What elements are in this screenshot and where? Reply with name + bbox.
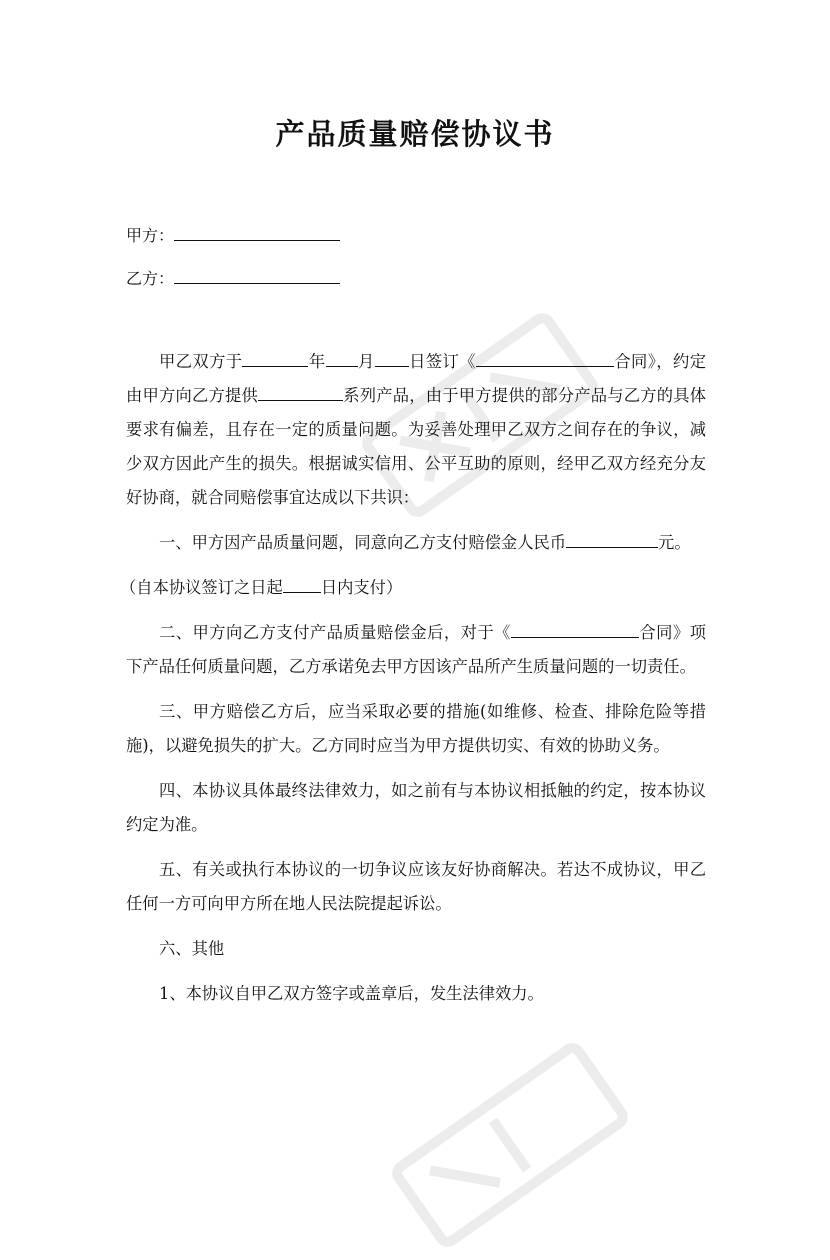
compensation-amount-blank[interactable] [566, 529, 658, 548]
party-a-row [126, 223, 340, 246]
clause-5: 五、有关或执行本协议的一切争议应该友好协商解决。若达不成协议，甲乙任何一方可向甲方所在地人民法院提起诉讼。 [126, 860, 706, 913]
party-b-row [126, 266, 340, 289]
agreement-body [120, 345, 706, 1022]
watermark-icon [360, 1030, 660, 1260]
product-series-blank[interactable] [258, 382, 343, 401]
clause-2: 二、甲方向乙方支付产品质量赔偿金后，对于《 合同》项下产品任何质量问题，乙方承诺免去甲方因该产品所产生质量问题的一切责任。 [126, 616, 706, 684]
month-blank[interactable] [326, 348, 358, 367]
document-title: 产品质量赔偿协议书 [275, 117, 555, 151]
year-blank[interactable] [242, 348, 308, 367]
payment-days-blank[interactable] [283, 574, 321, 593]
intro-paragraph: 甲乙双方于 年 月 日签订《 合同》，约定由甲方向乙方提供 系列产品，由于甲方提供的部分产品与乙方的具体要求有偏差，且存在一定的质量问题。为妥善处理甲乙双方之间存在的争议，减少双方因此产生的损失。根据诚实信用、公平互助的原则，经甲乙双方经充分友好协商，就合同赔偿事宜达成以下共识： [126, 345, 706, 515]
clause-6-heading: 六、其他 [159, 939, 225, 958]
party-a-field[interactable] [174, 223, 340, 241]
clause-1-note: （自本协议签订之日起 日内支付） [120, 571, 706, 605]
clause-6-item-1: 1、本协议自甲乙双方签字或盖章后，发生法律效力。 [159, 984, 544, 1003]
day-blank[interactable] [375, 348, 409, 367]
clause-1: 一、甲方因产品质量问题，同意向乙方支付赔偿金人民币 元。 [126, 526, 706, 560]
contract-name-blank[interactable] [476, 348, 614, 367]
contract-name-blank-2[interactable] [511, 619, 639, 638]
party-b-label: 乙方： [126, 269, 175, 288]
clause-3: 三、甲方赔偿乙方后，应当采取必要的措施(如维修、检查、排除危险等措施)，以避免损失的扩大。乙方同时应当为甲方提供切实、有效的协助义务。 [126, 702, 706, 755]
party-b-field[interactable] [174, 266, 340, 284]
party-a-label: 甲方： [126, 226, 175, 245]
clause-4: 四、本协议具体最终法律效力，如之前有与本协议相抵触的约定，按本协议约定为准。 [126, 781, 706, 834]
